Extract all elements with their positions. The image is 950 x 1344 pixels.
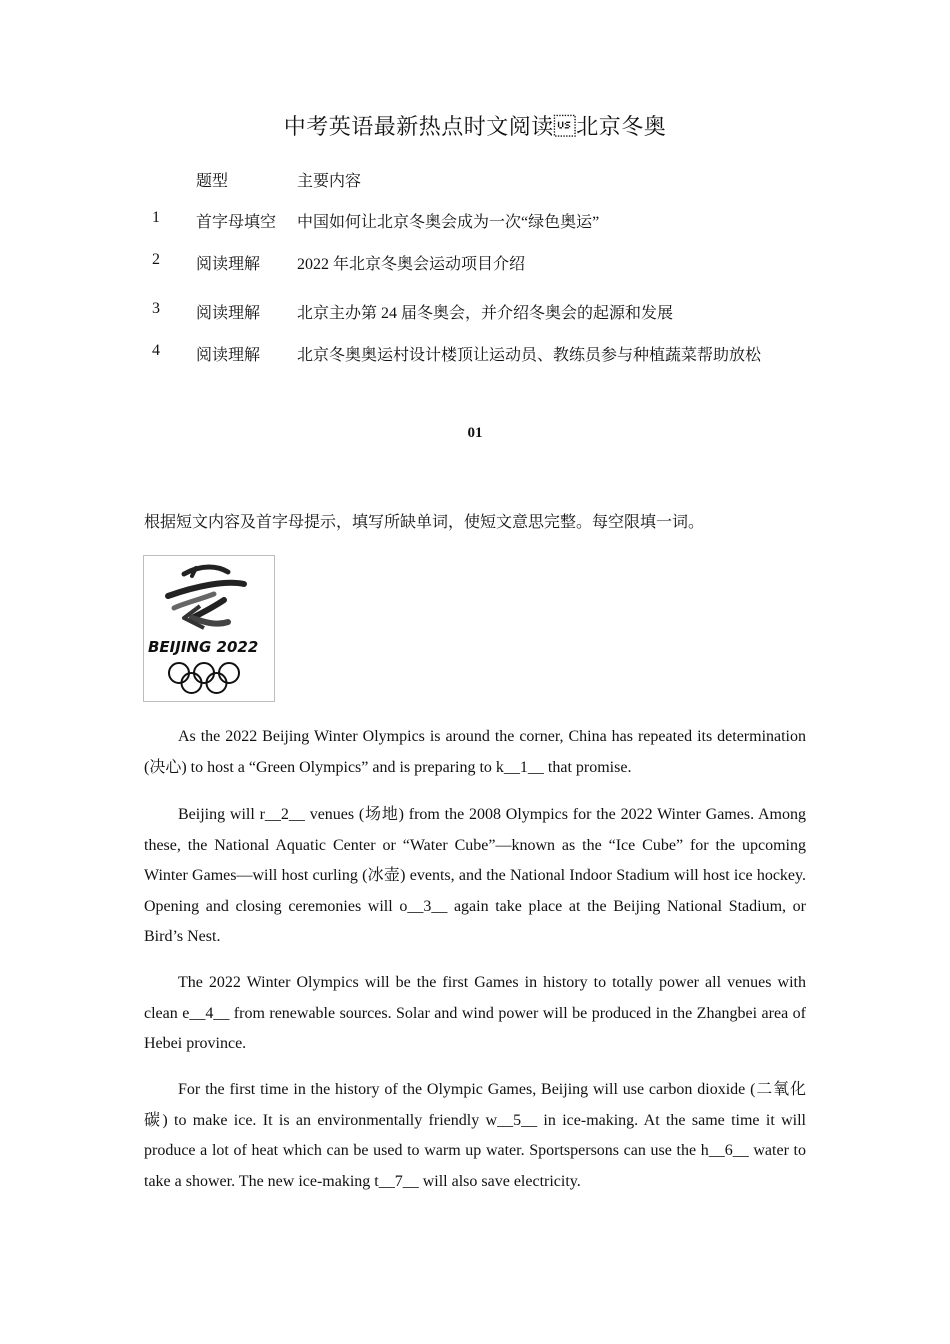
table-row [0,251,950,279]
header-type: 题型 [196,173,229,190]
row-type: 阅读理解 [196,347,261,364]
row-content: 中国如何让北京冬奥会成为一次“绿色奥运” [297,214,600,231]
row-content: 2022 年北京冬奥会运动项目介绍 [297,256,526,273]
row-number: 4 [152,342,160,359]
paragraph-1: As the 2022 Beijing Winter Olympics is around the corner, China has repeated its determination (决心) to host a “Green Olympics” and is preparing to k__1__ that promise. [144,728,806,776]
instruction-text: 根据短文内容及首字母提示，填写所缺单词，使短文意思完整。每空限填一词。 [144,514,705,531]
paragraph-4: For the first time in the history of the Olympic Games, Beijing will use carbon dioxide (二氧化碳) to make ice. It is an environmentally friendly w__5__ in ice-making. At the same time it will produce a lot of heat which can be used to warm up water. Sportspersons can use the h__6__ water to take a shower. The new ice-making t__7__ will also save electricity. [144,1081,806,1190]
table-row [0,300,950,328]
page-title: 中考英语最新热点时文阅读 北京冬奥 [283,115,667,140]
header-content: 主要内容 [297,173,362,190]
table-row [0,209,950,237]
table-header-row [0,168,950,196]
row-type: 首字母填空 [196,214,277,231]
beijing-2022-logo-image [143,555,275,702]
beijing-2022-emblem-icon [144,556,274,701]
row-number: 2 [152,251,160,268]
paragraph-3: The 2022 Winter Olympics will be the first Games in history to totally power all venues with clean e__4__ from renewable sources. Solar and wind power will be produced in the Zhangbei area of Hebei province. [144,974,806,1052]
row-type: 阅读理解 [196,305,261,322]
table-row [0,342,950,370]
logo-wordmark: BEIJING 2022 [148,638,259,656]
row-number: 3 [152,300,160,317]
paragraph-2: Beijing will r__2__ venues (场地) from the 2008 Olympics for the 2022 Winter Games. Among these, the National Aquatic Center or “Water Cube”—known as the “Ice Cube” for the upcoming Winter Games—will host curling (冰壶) events, and the National Indoor Stadium will host ice hockey. Opening and closing ceremonies will o__3__ again take place at the Beijing National Stadium, or Bird’s Nest. [144,806,806,945]
row-content: 北京主办第 24 届冬奥会，并介绍冬奥会的起源和发展 [297,305,674,322]
row-number: 1 [152,209,160,226]
section-number: 01 [467,425,483,441]
row-type: 阅读理解 [196,256,261,273]
row-content: 北京冬奥奥运村设计楼顶让运动员、教练员参与种植蔬菜帮助放松 [297,347,762,364]
